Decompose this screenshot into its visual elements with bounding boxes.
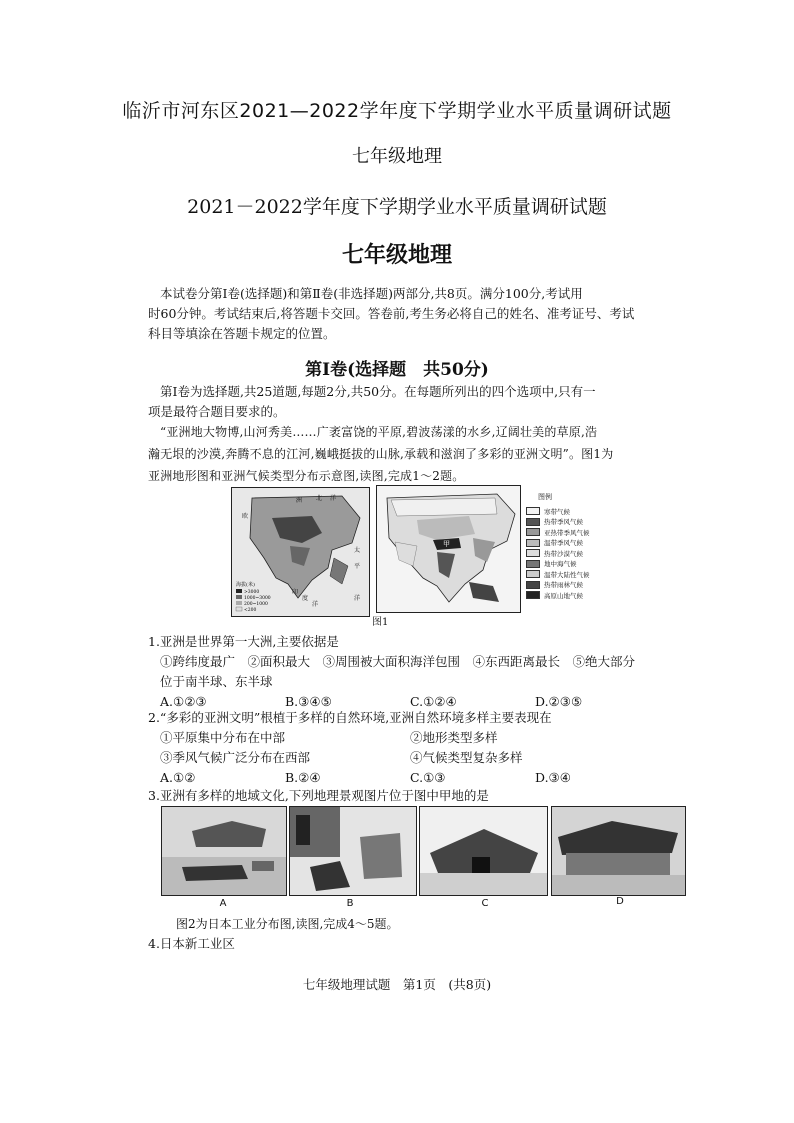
- photo-b-label: B: [346, 898, 354, 909]
- legend-item: [520, 559, 630, 570]
- elev-legend-title: 海拔(米): [236, 582, 255, 588]
- q2-item: ③季风气候广泛分布在西部: [160, 750, 311, 765]
- q4-stem: 4.日本新工业区: [148, 936, 235, 951]
- q1-option-c[interactable]: C.①②④: [410, 694, 457, 709]
- q2-options: [148, 768, 688, 788]
- section-desc-line-1: 第Ⅰ卷为选择题,共25道题,每题2分,共50分。在每题所列出的四个选项中,只有一: [160, 384, 596, 399]
- legend-swatch: [526, 591, 540, 599]
- climate-map-mark: 甲: [443, 540, 450, 548]
- legend-item: [520, 590, 630, 601]
- map-label: 北: [316, 495, 323, 502]
- q2-stem: 2.“多彩的亚洲文明”根植于多样的自然环境,亚洲自然环境多样主要表现在: [148, 710, 552, 725]
- section-title: 第Ⅰ卷(选择题 共50分): [305, 360, 489, 380]
- legend-item: [520, 527, 630, 538]
- question-4-5: [148, 914, 688, 954]
- legend-title: 图例: [538, 493, 552, 501]
- q2-option-c[interactable]: C.①③: [410, 770, 446, 785]
- figure1-caption: 图1: [372, 617, 389, 628]
- legend-item: [520, 580, 630, 591]
- photo-d-graphic: [552, 807, 685, 895]
- question-1: [148, 632, 688, 712]
- photo-c-graphic: [420, 807, 547, 895]
- q1-option-d[interactable]: D.②③⑤: [535, 694, 583, 709]
- paper-title: 2021－2022学年度下学期学业水平质量调研试题: [187, 196, 607, 218]
- terrain-map-graphic: [232, 488, 369, 616]
- paper-intro: [148, 284, 688, 344]
- legend-label: 高原山地气候: [544, 591, 583, 600]
- climate-map-graphic: [377, 486, 520, 612]
- q1-line-2: 位于南半球、东半球: [160, 674, 273, 689]
- climate-legend: [520, 488, 630, 616]
- legend-item: [520, 517, 630, 528]
- q2-option-a[interactable]: A.①②: [160, 770, 196, 785]
- map-label: 洲: [296, 497, 303, 504]
- photo-a-graphic: [162, 807, 286, 895]
- q3-stem: 3.亚洲有多样的地域文化,下列地理景观图片位于图中甲地的是: [148, 788, 489, 803]
- quote-line-3: 亚洲地形图和亚洲气候类型分布示意图,读图,完成1～2题。: [148, 469, 465, 483]
- legend-swatch: [526, 549, 540, 557]
- legend-label: 亚热带季风气候: [544, 528, 590, 537]
- map-label: 度: [302, 595, 309, 602]
- legend-label: 热带雨林气候: [544, 581, 583, 590]
- map-label: 太: [354, 547, 361, 554]
- legend-item: [520, 548, 630, 559]
- map-label: 印: [292, 589, 299, 596]
- legend-items: [520, 506, 630, 601]
- q1-option-b[interactable]: B.③④⑤: [285, 694, 332, 709]
- page-footer: 七年级地理试题 第1页 (共8页): [302, 977, 492, 992]
- q1-stem: 1.亚洲是世界第一大洲,主要依据是: [148, 634, 339, 649]
- elev-legend-item: 1000~3000: [244, 596, 271, 601]
- legend-swatch: [526, 570, 540, 578]
- legend-item: [520, 569, 630, 580]
- photo-c-label: C: [481, 898, 489, 909]
- q1-line-1: ①跨纬度最广 ②面积最大 ③周围被大面积海洋包围 ④东西距离最长 ⑤绝大部分: [160, 654, 636, 669]
- legend-item: [520, 538, 630, 549]
- question-2: [148, 708, 688, 788]
- header-subtitle: 七年级地理: [352, 146, 442, 167]
- paper-subject: 七年级地理: [341, 242, 452, 268]
- quote-line-1: “亚洲地大物博,山河秀美……广袤富饶的平原,碧波荡漾的水乡,辽阔壮美的草原,浩: [160, 425, 598, 439]
- legend-label: 热带季风气候: [544, 518, 583, 527]
- header-title: 临沂市河东区2021—2022学年度下学期学业水平质量调研试题: [122, 100, 672, 122]
- section-desc-line-2: 项是最符合题目要求的。: [148, 404, 286, 419]
- photo-d-label: D: [616, 896, 624, 907]
- photo-a[interactable]: [161, 806, 287, 896]
- legend-item: [520, 506, 630, 517]
- photo-c[interactable]: [419, 806, 548, 896]
- q2-option-d[interactable]: D.③④: [535, 770, 571, 785]
- photo-b-graphic: [290, 807, 416, 895]
- legend-label: 地中海气候: [544, 560, 577, 569]
- q2-option-b[interactable]: B.②④: [285, 770, 321, 785]
- legend-swatch: [526, 528, 540, 536]
- legend-swatch: [526, 560, 540, 568]
- legend-label: 热带沙漠气候: [544, 549, 583, 558]
- section-desc: [148, 382, 688, 422]
- quote-block: [148, 421, 688, 487]
- q45-intro: 图2为日本工业分布图,读图,完成4～5题。: [176, 917, 399, 931]
- intro-line-1: 本试卷分第Ⅰ卷(选择题)和第Ⅱ卷(非选择题)两部分,共8页。满分100分,考试用: [160, 286, 583, 301]
- quote-line-2: 瀚无垠的沙漠,奔腾不息的江河,巍峨挺拔的山脉,承载和滋润了多彩的亚洲文明”。图1为: [148, 447, 614, 461]
- q2-items-row-2: [148, 748, 688, 768]
- legend-swatch: [526, 581, 540, 589]
- q2-items-row-1: [148, 728, 688, 748]
- question-3: [148, 786, 688, 806]
- map-label: 洋: [354, 595, 361, 602]
- map-label: 平: [354, 563, 361, 570]
- legend-label: 温带季风气候: [544, 539, 583, 548]
- intro-line-3: 科目等填涂在答题卡规定的位置。: [148, 326, 336, 341]
- map-label: 洋: [312, 601, 319, 608]
- legend-swatch: [526, 539, 540, 547]
- elev-legend-item: <200: [244, 608, 257, 613]
- elev-legend-item: >3000: [244, 590, 260, 595]
- legend-label: 温带大陆性气候: [544, 570, 590, 579]
- q1-option-a[interactable]: A.①②③: [160, 694, 207, 709]
- asia-climate-map: [376, 485, 521, 613]
- q2-item: ④气候类型复杂多样: [410, 750, 523, 765]
- q2-item: ②地形类型多样: [410, 730, 498, 745]
- q2-item: ①平原集中分布在中部: [160, 730, 286, 745]
- photo-b[interactable]: [289, 806, 417, 896]
- map-label: 洋: [330, 495, 337, 502]
- asia-terrain-map: [231, 487, 370, 617]
- legend-label: 寒带气候: [544, 507, 570, 516]
- intro-line-2: 时60分钟。考试结束后,将答题卡交回。答卷前,考生务必将自己的姓名、准考证号、考试: [148, 306, 635, 321]
- map-label: 欧: [242, 513, 249, 520]
- photo-d[interactable]: [551, 806, 686, 896]
- legend-swatch: [526, 518, 540, 526]
- elev-legend-item: 200~1000: [244, 602, 268, 607]
- photo-a-label: A: [219, 898, 227, 909]
- legend-swatch: [526, 507, 540, 515]
